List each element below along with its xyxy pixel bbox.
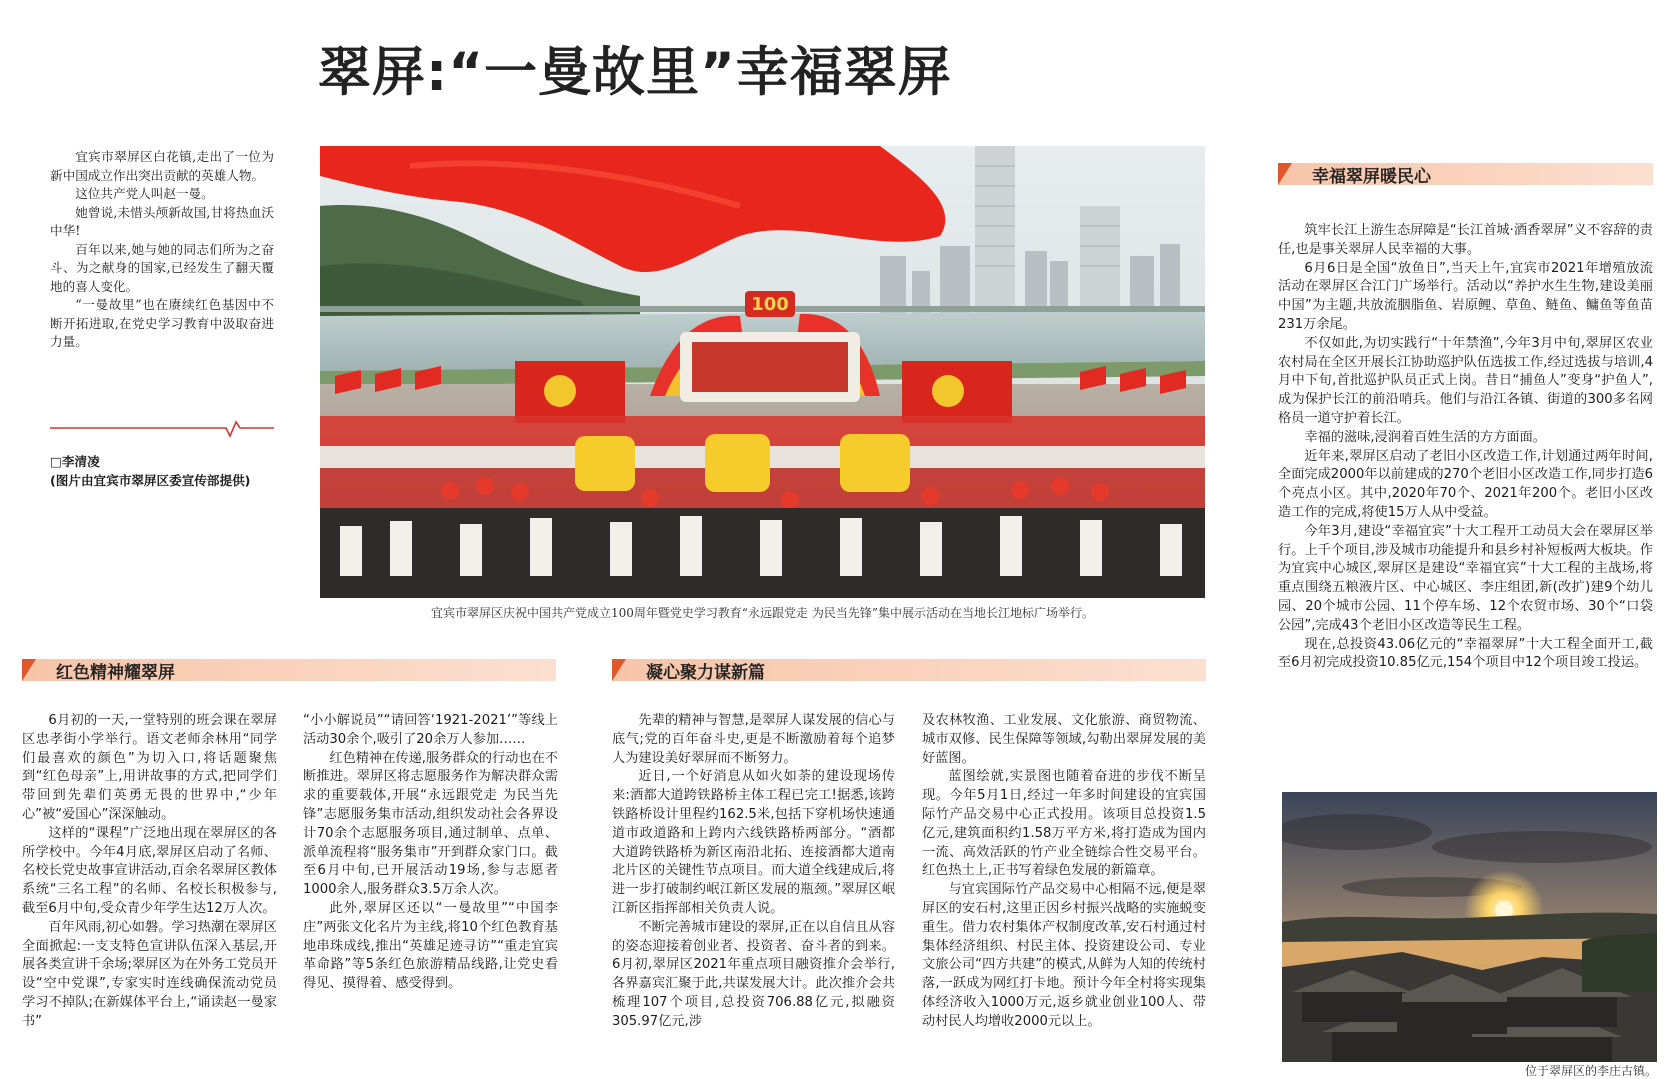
- byline-block: [50, 452, 280, 490]
- section-header-red-spirit: [22, 659, 556, 681]
- intro-paragraph: 她曾说,未惜头颅新故国,甘将热血沃中华!: [50, 204, 274, 238]
- paragraph: 蓝图绘就,实景图也随着奋进的步伐不断呈现。今年5月1日,经过一年多时间建设的宜宾国际竹产品交易中心正式投用。该项目总投资1.5亿元,建筑面积约1.58万平方米,将打造成为国内一流、高效活跃的竹产业全链综合性交易平台。红色热土上,正书写着绿色发展的新篇章。: [922, 769, 1206, 879]
- byline-author: □李清凌: [50, 454, 100, 469]
- paragraph: 6月6日是全国“放鱼日”,当天上午,宜宾市2021年增殖放流活动在翠屏区合江门广场举行。活动以“养护水生生物,建设美丽中国”为主题,共放流胭脂鱼、岩原鲤、草鱼、鲢鱼、鳙鱼等鱼苗231万余尾。: [1278, 260, 1653, 332]
- intro-paragraph: 这位共产党人叫赵一曼。: [75, 186, 214, 201]
- intro-text: [50, 148, 274, 352]
- side-photo-lizhuang: [1282, 792, 1657, 1062]
- section-marker-icon: [22, 659, 36, 681]
- paragraph: 现在,总投资43.06亿元的“幸福翠屏”十大工程全面开工,截至6月初完成投资10.85亿元,154个项目中12个项目竣工投运。: [1278, 636, 1653, 671]
- paragraph: 6月初的一天,一堂特别的班会课在翠屏区忠孝街小学举行。语文老师余林用“同学们最喜欢的颜色”为切入口,将话题聚焦到“红色母亲”上,用讲故事的方式,把同学们带回到先辈们英勇无畏的世界中,“少年心”被“爱国心”深深触动。: [22, 713, 277, 822]
- paragraph: 百年风雨,初心如磐。学习热潮在翠屏区全面掀起:一支支特色宣讲队伍深入基层,开展各类宣讲千余场;翠屏区为在外务工党员开设“空中党课”,专家实时连线确保流动党员学习不掉队;在新媒体平台上,“诵读赵一曼家书”: [22, 919, 278, 1029]
- section-header-unity: [612, 659, 1206, 681]
- paragraph: 不仅如此,为切实践行“十年禁渔”,今年3月中旬,翠屏区农业农村局在全区开展长江协助巡护队伍选拔工作,经过选拔与培训,4月中下旬,首批巡护队员正式上岗。昔日“捕鱼人”变身“护鱼人”,成为保护长江的前沿哨兵。他们与沿江各镇、街道的300多名网格员一道守护着长江。: [1278, 335, 1653, 426]
- paragraph: 这样的“课程”广泛地出现在翠屏区的各所学校中。今年4月底,翠屏区启动了名师、名校长党史故事宣讲活动,百余名翠屏区教体系统“三名工程”的名师、名校长积极参与,截至6月中旬,受众青少年学生达12万人次。: [22, 825, 277, 916]
- paragraph: “小小解说员”“请回答‘1921-2021’”等线上活动30余个,吸引了20余万人参加……: [303, 713, 558, 747]
- red-spirit-column-2: [303, 712, 558, 994]
- paragraph: 不断完善城市建设的翠屏,正在以自信且从容的姿态迎接着创业者、投资者、奋斗者的到来。6月初,翠屏区2021年重点项目融资推介会举行,各界嘉宾汇聚于此,共谋发展大计。此次推介会共梳理107个项目,总投资706.88亿元,拟融资305.97亿元,涉: [612, 919, 895, 1029]
- paragraph: 幸福的滋味,浸润着百姓生活的方方面面。: [1304, 429, 1546, 445]
- ancient-town-illustration: [1282, 792, 1657, 1062]
- main-photo-celebration: [320, 146, 1205, 598]
- paragraph: 红色精神在传递,服务群众的行动也在不断推进。翠屏区将志愿服务作为解决群众需求的重要载体,开展“永远跟党走 为民当先锋”志愿服务集市活动,组织发动社会各界设计70余个志愿服务项目,通过制单、点单、派单流程将“服务集市”开到群众家门口。截至6月中旬,已开展活动19场,参与志愿者1000余人,服务群众3.5万余人次。: [303, 750, 558, 898]
- paragraph: 此外,翠屏区还以“一曼故里”“中国李庄”两张文化名片为主线,将10个红色教育基地串珠成线,推出“英雄足迹寻访”“重走宜宾革命路”等5条红色旅游精品线路,让党史看得见、摸得着、感受得到。: [303, 900, 558, 992]
- paragraph: 近年来,翠屏区启动了老旧小区改造工作,计划通过两年时间,全面完成2000年以前建成的270个老旧小区改造工作,同步打造6个亮点小区。其中,2020年70个、2021年200个。老旧小区改造工作的完成,将使15万人从中受益。: [1278, 448, 1653, 520]
- paragraph: 与宜宾国际竹产品交易中心相隔不远,便是翠屏区的安石村,这里正因乡村振兴战略的实施蜕变重生。借力农村集体产权制度改革,安石村通过村集体经济组织、村民主体、投资建设公司、专业文旅公司“四方共建”的模式,从鲜为人知的传统村落,一跃成为网红打卡地。预计今年全村将实现集体经济收入1000万元,返乡就业创业100人、带动村民人均增收2000元以上。: [922, 882, 1206, 1029]
- paragraph: 近日,一个好消息从如火如荼的建设现场传来:酒都大道跨铁路桥主体工程已完工!据悉,该跨铁路桥设计里程约162.5米,包括下穿机场快速通道市政道路和上跨内六线铁路桥两部分。“酒都大道跨铁路桥为新区南沿北拓、连接酒都大道南北片区的关键性节点项目。而大道全线建成后,将进一步打破制约岷江新区发展的瓶颈。”翠屏区岷江新区指挥部相关负责人说。: [612, 769, 895, 916]
- paragraph: 及农林牧渔、工业发展、文化旅游、商贸物流、城市双修、民生保障等领域,勾勒出翠屏发展的美好蓝图。: [922, 713, 1206, 766]
- paragraph: 筑牢长江上游生态屏障是“长江首城·酒香翠屏”义不容辞的责任,也是事关翠屏人民幸福的大事。: [1278, 223, 1653, 257]
- banner-100-text: 100: [751, 294, 789, 315]
- intro-paragraph: “一曼故里”也在赓续红色基因中不断开拓进取,在党史学习教育中汲取奋进力量。: [50, 297, 274, 349]
- section-marker-icon: [612, 659, 626, 681]
- side-photo-caption: 位于翠屏区的李庄古镇。: [1524, 1064, 1657, 1078]
- paragraph: 今年3月,建设“幸福宜宾”十大工程开工动员大会在翠屏区举行。上千个项目,涉及城市功能提升和县乡村补短板两大板块。作为宜宾中心城区,翠屏区是建设“幸福宜宾”十大工程的主战场,将重点围绕五粮液片区、中心城区、李庄组团,新(改扩)建9个幼儿园、20个城市公园、11个停车场、12个农贸市场、30个“口袋公园”,完成43个老旧小区改造等民生工程。: [1278, 523, 1653, 633]
- paragraph: 先辈的精神与智慧,是翠屏人谋发展的信心与底气;党的百年奋斗史,更是不断激励着每个追梦人为建设美好翠屏而不断努力。: [612, 713, 895, 766]
- section-header-happiness: [1278, 163, 1653, 185]
- section-marker-icon: [1278, 163, 1292, 185]
- photo-credit: (图片由宜宾市翠屏区委宣传部提供): [50, 473, 251, 488]
- unity-column-2: [922, 712, 1206, 1032]
- section-title: 凝心聚力谋新篇: [646, 663, 765, 683]
- intro-paragraph: 百年以来,她与她的同志们所为之奋斗、为之献身的国家,已经发生了翻天覆地的喜人变化。: [50, 241, 274, 294]
- section-title: 红色精神耀翠屏: [56, 663, 175, 683]
- celebration-illustration: [320, 146, 1205, 598]
- intro-divider: [50, 420, 274, 440]
- headline: 翠屏:“一曼故里”幸福翠屏: [318, 42, 952, 103]
- main-photo-caption: 宜宾市翠屏区庆祝中国共产党成立100周年暨党史学习教育“永远跟党走 为民当先锋”集中展示活动在当地长江地标广场举行。: [431, 606, 1094, 620]
- unity-column-1: [612, 712, 895, 1032]
- intro-paragraph: 宜宾市翠屏区白花镇,走出了一位为新中国成立作出突出贡献的英雄人物。: [50, 149, 274, 183]
- red-spirit-column-1: [22, 712, 277, 1032]
- happiness-column: [1278, 222, 1653, 673]
- section-title: 幸福翠屏暖民心: [1312, 167, 1431, 187]
